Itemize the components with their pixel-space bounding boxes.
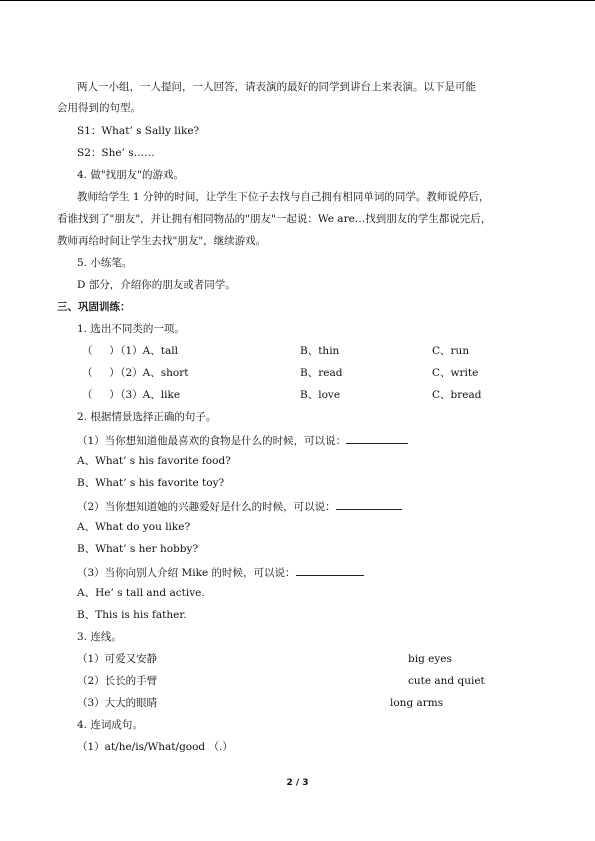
option-line: A、What’ s his favorite food? [77, 455, 231, 467]
paragraph-line: 看谁找到了"朋友"，并让拥有相同物品的"朋友"一起说：We are…找到朋友的学生都说完后， [57, 213, 492, 225]
option-line: B、This is his father. [77, 609, 187, 621]
sub-question-text: （1）当你想知道他最喜欢的食物是什么的时候，可以说： [77, 435, 347, 447]
choice-b: B、read [300, 367, 343, 379]
sub-question [77, 498, 402, 514]
sub-question [77, 564, 364, 580]
choice-c: C、bread [432, 389, 482, 401]
sub-question-text: （2）当你想知道她的兴趣爱好是什么的时候，可以说： [77, 501, 336, 513]
matching-right: cute and quiet [408, 675, 485, 687]
choice-c: C、write [432, 367, 479, 379]
sub-question [77, 432, 408, 448]
answer-blank: （ ） [82, 345, 120, 357]
section-heading: 三、巩固训练： [57, 301, 131, 313]
fill-blank [296, 564, 364, 576]
choice-b: B、love [300, 389, 341, 401]
page-number: 2 / 3 [286, 778, 309, 788]
answer-blank: （ ） [82, 389, 120, 401]
choice-b: B、thin [300, 345, 340, 357]
sub-question-text: （3）当你向别人介绍 Mike 的时候，可以说： [77, 567, 296, 579]
choice-a: （2）A、short [115, 367, 189, 379]
option-line: A、He’ s tall and active. [77, 587, 205, 599]
question-heading: 3. 连线。 [77, 631, 122, 643]
dialogue-line: S2：She’ s…… [77, 147, 155, 159]
dialogue-line: S1：What’ s Sally like? [77, 125, 200, 137]
matching-right: big eyes [408, 653, 452, 665]
sub-question: （1）at/he/is/What/good （.） [77, 741, 233, 753]
option-line: B、What’ s her hobby? [77, 543, 199, 555]
question-heading: 1. 选出不同类的一项。 [77, 323, 185, 335]
fill-blank [346, 432, 408, 444]
fill-blank [336, 498, 402, 510]
step-heading: 5. 小练笔。 [77, 257, 133, 269]
paragraph-line: 教师给学生 1 分钟的时间，让学生下位子去找与自己拥有相同单词的同学。教师说停后， [77, 191, 490, 203]
matching-left: （3）大大的眼睛 [77, 697, 158, 709]
option-line: B、What’ s his favorite toy? [77, 477, 225, 489]
matching-left: （1）可爱又安静 [77, 653, 158, 665]
matching-left: （2）长长的手臂 [77, 675, 158, 687]
matching-right: long arms [390, 697, 444, 709]
step-heading: 4. 做"找朋友"的游戏。 [77, 169, 185, 181]
question-heading: 2. 根据情景选择正确的句子。 [77, 411, 217, 423]
paragraph-line: 教师再给时间让学生去找"朋友"，继续游戏。 [57, 235, 267, 247]
question-heading: 4. 连词成句。 [77, 719, 143, 731]
paragraph-line: 两人一小组，一人提问，一人回答，请表演的最好的同学到讲台上来表演。以下是可能 [77, 81, 476, 93]
paragraph-line: 会用得到的句型。 [57, 102, 141, 114]
option-line: A、What do you like? [77, 521, 191, 533]
paragraph-line: D 部分，介绍你的朋友或者同学。 [77, 279, 236, 291]
choice-a: （3）A、like [115, 389, 181, 401]
choice-c: C、run [432, 345, 470, 357]
answer-blank: （ ） [82, 367, 120, 379]
top-rule [0, 0, 595, 1]
choice-a: （1）A、tall [115, 345, 178, 357]
